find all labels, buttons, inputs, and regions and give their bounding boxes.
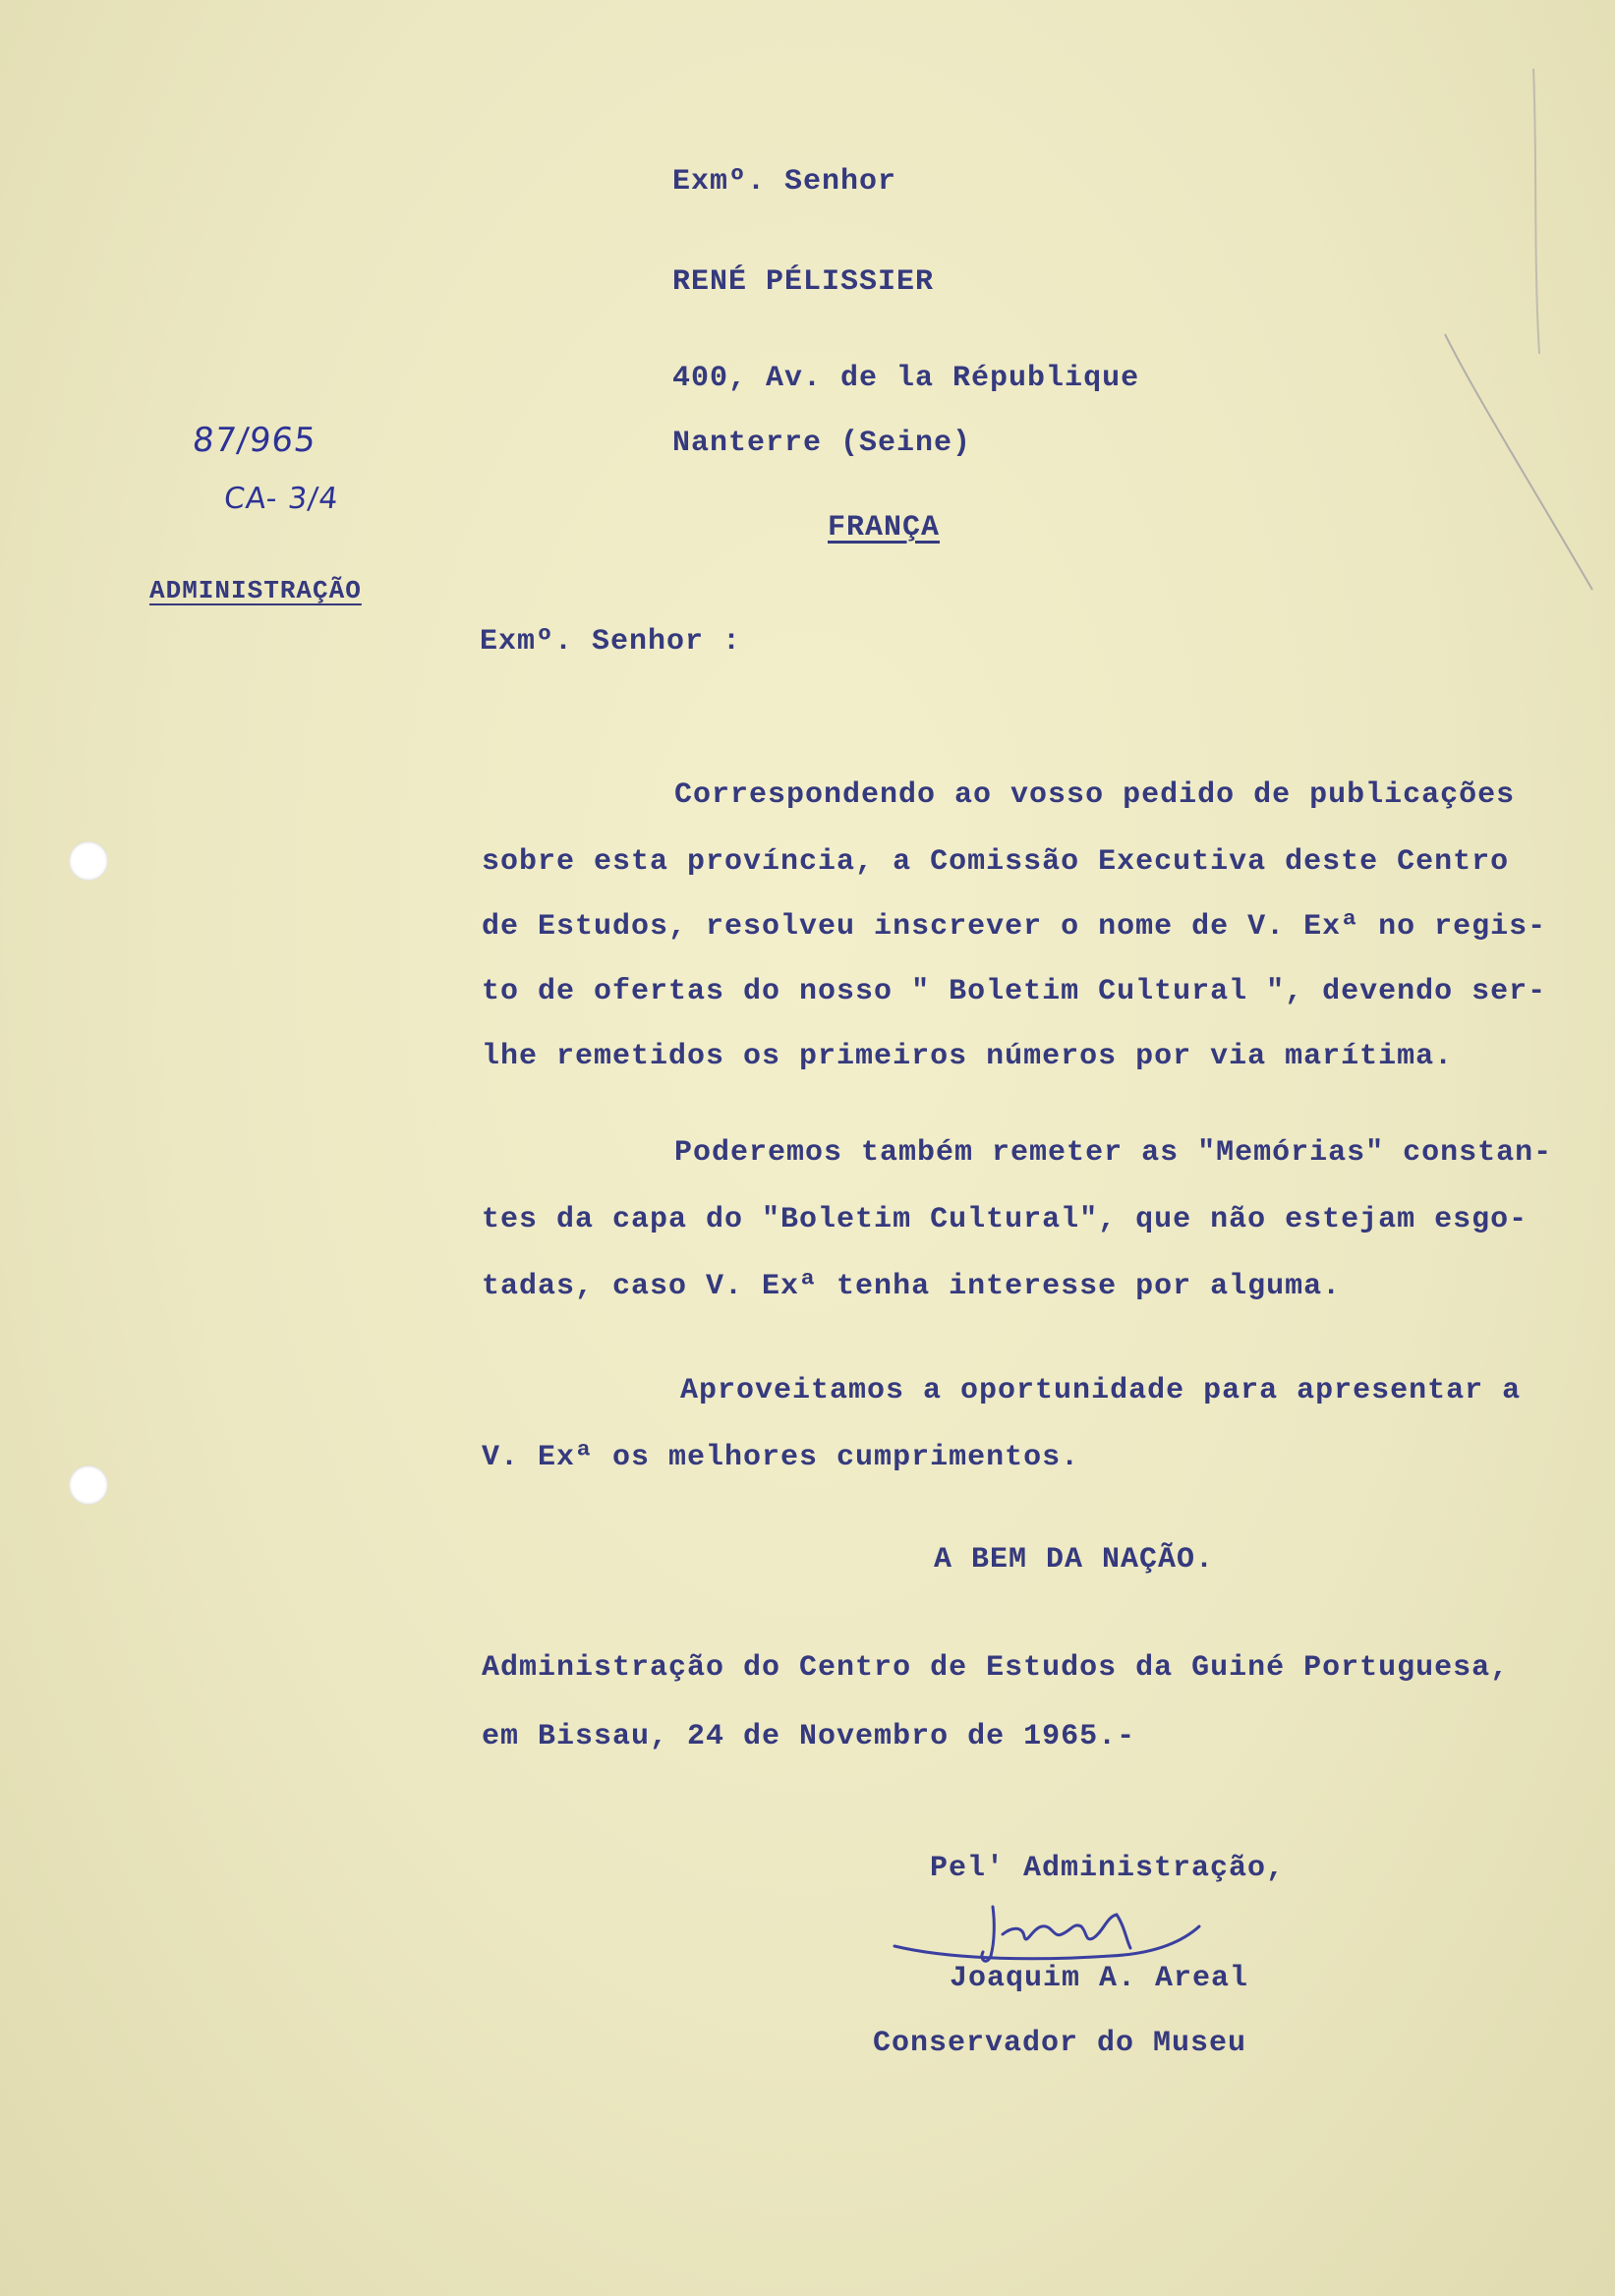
body-line: tadas, caso V. Exª tenha interesse por alguma. [482,1270,1342,1303]
department-stamp: ADMINISTRAÇÃO [149,576,362,605]
greeting: Exmº. Senhor : [480,625,742,659]
body-line: tes da capa do "Boletim Cultural", que não estejam esgo- [482,1203,1528,1236]
addressee-city: Nanterre (Seine) [672,427,972,460]
file-code: CA- 3/4 [222,482,341,516]
body-line: to de ofertas do nosso " Boletim Cultural ", devendo ser- [482,975,1547,1008]
addressee-street: 400, Av. de la République [672,362,1140,395]
salutation-top: Exmº. Senhor [672,165,897,199]
body-line: V. Exª os melhores cumprimentos. [482,1441,1080,1474]
body-line: Aproveitamos a oportunidade para apresentar a [680,1374,1522,1407]
pencil-marks [1435,39,1612,649]
body-line: sobre esta província, a Comissão Executiva deste Centro [482,845,1510,879]
body-line: lhe remetidos os primeiros números por via marítima. [482,1040,1454,1073]
reference-number: 87/965 [190,421,318,460]
place-line: Administração do Centro de Estudos da Guiné Portuguesa, [482,1651,1510,1685]
on-behalf-line: Pel' Administração, [930,1852,1286,1885]
punch-hole [69,1465,108,1505]
body-line: de Estudos, resolveu inscrever o nome de V. Exª no regis- [482,910,1547,944]
addressee-country: FRANÇA [828,511,941,545]
date-line: em Bissau, 24 de Novembro de 1965.- [482,1720,1136,1753]
addressee-name: RENÉ PÉLISSIER [672,265,935,299]
punch-hole [69,841,108,881]
body-line: Poderemos também remeter as "Memórias" constan- [674,1136,1553,1170]
signer-name: Joaquim A. Areal [950,1962,1249,1995]
closing-motto: A BEM DA NAÇÃO. [934,1543,1215,1577]
body-line: Correspondendo ao vosso pedido de publicações [674,778,1516,812]
signer-role: Conservador do Museu [873,2027,1247,2060]
